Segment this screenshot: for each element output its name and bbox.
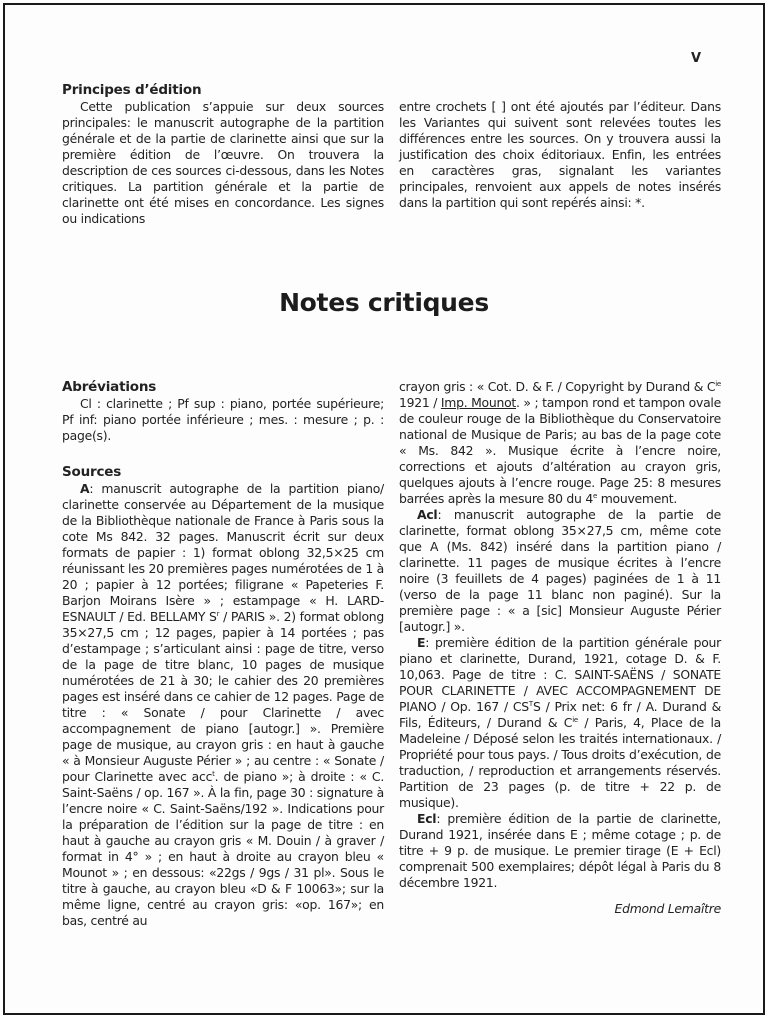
source-e-label: E bbox=[417, 635, 426, 650]
intro-right-column bbox=[399, 99, 721, 211]
author-signature: Edmond Lemaître bbox=[614, 901, 721, 916]
intro-left-text: Cette publication s’appuie sur deux sources principales: le manuscrit autographe de la partition générale et de la partie de clarinette ainsi que sur la première édition de l’œuvre. On trouvera la description de ces sources ci-dessous, dans les Notes critiques. La partition générale et la partie de clarinette ont été mises en concordance. Les signes ou indications bbox=[62, 99, 384, 226]
notes-left-column bbox=[62, 379, 384, 929]
intro-right-text: entre crochets [ ] ont été ajoutés par l’éditeur. Dans les Variantes qui suivent sont relevées toutes les différences entre les sources. On y trouvera aussi la justification des choix éditoriaux. Enfin, les entrées en caractères gras, signalant les variantes principales, renvoient aux appels de notes insérés dans la partition qui sont repérés ainsi: *. bbox=[399, 99, 721, 210]
source-ecl-entry: Ecl: première édition de la partie de clarinette, Durand 1921, insérée dans E ; même cotage ; p. de titre + 9 p. de musique. Le premier tirage (E + Ecl) comprenait 500 exemplaires; dépôt légal à Paris du 8 décembre 1921. bbox=[399, 811, 721, 890]
source-a-label: A bbox=[80, 481, 90, 496]
document-page bbox=[3, 3, 765, 1015]
notes-right-column bbox=[399, 379, 721, 917]
page-number: V bbox=[690, 51, 701, 66]
source-a-continued: crayon gris : « Cot. D. & F. / Copyright by Durand & $C^{ie}$ 1921 / Imp. Mounot. » ; tampon rond et tampon ovale de couleur rouge de la Bibliothèque du Conservatoire national de Musique de Paris; au bas de la page cote « Ms. 842 ». Musique écrite à l’encre noire, corrections et ajouts d’altération au crayon gris, quelques ajouts à l’encre rouge. Page 25: 8 mesures barrées après la mesure 80 du 4e mouvement. bbox=[399, 379, 721, 506]
intro-left-column bbox=[62, 82, 384, 227]
intro-heading: Principes d’édition bbox=[62, 82, 202, 98]
source-ecl-label: Ecl bbox=[417, 811, 437, 826]
source-a-entry: A: manuscrit autographe de la partition piano/ clarinette conservée au Département de la musique de la Bibliothèque nationale de France à Paris sous la cote Ms 842. 32 pages. Manuscrit écrit sur deux formats de papier : 1) format oblong 32,5×25 cm réunissant les 20 premières pages numérotées de 1 à 20 ; papier à 12 portées; filigrane « Papeteries F. Barjon Moirans Isère » ; estampage « H. LARD-ESNAULT / Ed. BELLAMY $S^r$ / PARIS ». 2) format oblong 35×27,5 cm ; 12 pages, papier à 14 portées ; pas d’estampage ; s’articulant ainsi : page de titre, verso de la page de titre blanc, 10 pages de musique numérotées de 21 à 30; le cahier des 20 premières pages est inséré dans ce cahier de 12 pages. Page de titre : « Sonate / pour Clarinette / avec accompagnement de piano [autogr.] ». Première page de musique, au crayon gris : en haut à gauche « à Monsieur Auguste Périer » ; au centre : « Sonate / pour Clarinette avec acc$^t$. de piano »; à droite : « C. Saint-Saëns / op. 167 ». À la fin, page 30 : signature à l’encre noire « C. Saint-Saëns/192 ». Indications pour la préparation de l’édition sur la page de titre : en haut à gauche au crayon gris « M. Douin / à graver / format in 4° » ; en haut à droite au crayon bleu « Mounot » ; en dessous: «22gs / 9gs / 31 pl». Sous le titre à gauche, au crayon bleu «D & F 10063»; sur la même ligne, centré au crayon gris: «op. 167»; en bas, centré au bbox=[62, 481, 385, 928]
abbreviations-text: Cl : clarinette ; Pf sup : piano, portée supérieure; Pf inf: piano portée inférieure ; mes. : mesure ; p. : page(s). bbox=[62, 396, 384, 443]
source-acl-entry: Acl: manuscrit autographe de la partie de clarinette, format oblong 35×27,5 cm, même cote que A (Ms. 842) inséré dans la partition piano / clarinette. 11 pages de musique écrites à l’encre noire (3 feuillets de 4 pages) paginées de 1 à 11 (verso de la page 11 blanc non paginé). Sur la première page : « a [sic] Monsieur Auguste Périer [autogr.] ». bbox=[399, 507, 721, 634]
page-title: Notes critiques bbox=[279, 288, 489, 317]
abbreviations-heading: Abréviations bbox=[62, 379, 157, 395]
source-acl-label: Acl bbox=[417, 507, 438, 522]
sources-heading: Sources bbox=[62, 464, 122, 480]
imp-mounot-underlined: Imp. Mounot bbox=[440, 395, 517, 410]
source-e-entry: E: première édition de la partition générale pour piano et clarinette, Durand, 1921, cotage D. & F. 10,063. Page de titre : C. SAINT-SAËNS / SONATE POUR CLARINETTE / AVEC ACCOMPAGNEMENT DE PIANO / Op. $167 / CS^TS$ / Prix net: 6 fr / A. Durand & Fils, Éditeurs, / Durand & $C^{ie}$ / Paris, 4, Place de la Madeleine / Déposé selon les traités internationaux. / Propriété pour tous pays. / Tous droits d’exécution, de traduction, / reproduction et arrangements réservés. Partition de 23 pages (p. de titre + 22 p. de musique). bbox=[399, 635, 721, 810]
